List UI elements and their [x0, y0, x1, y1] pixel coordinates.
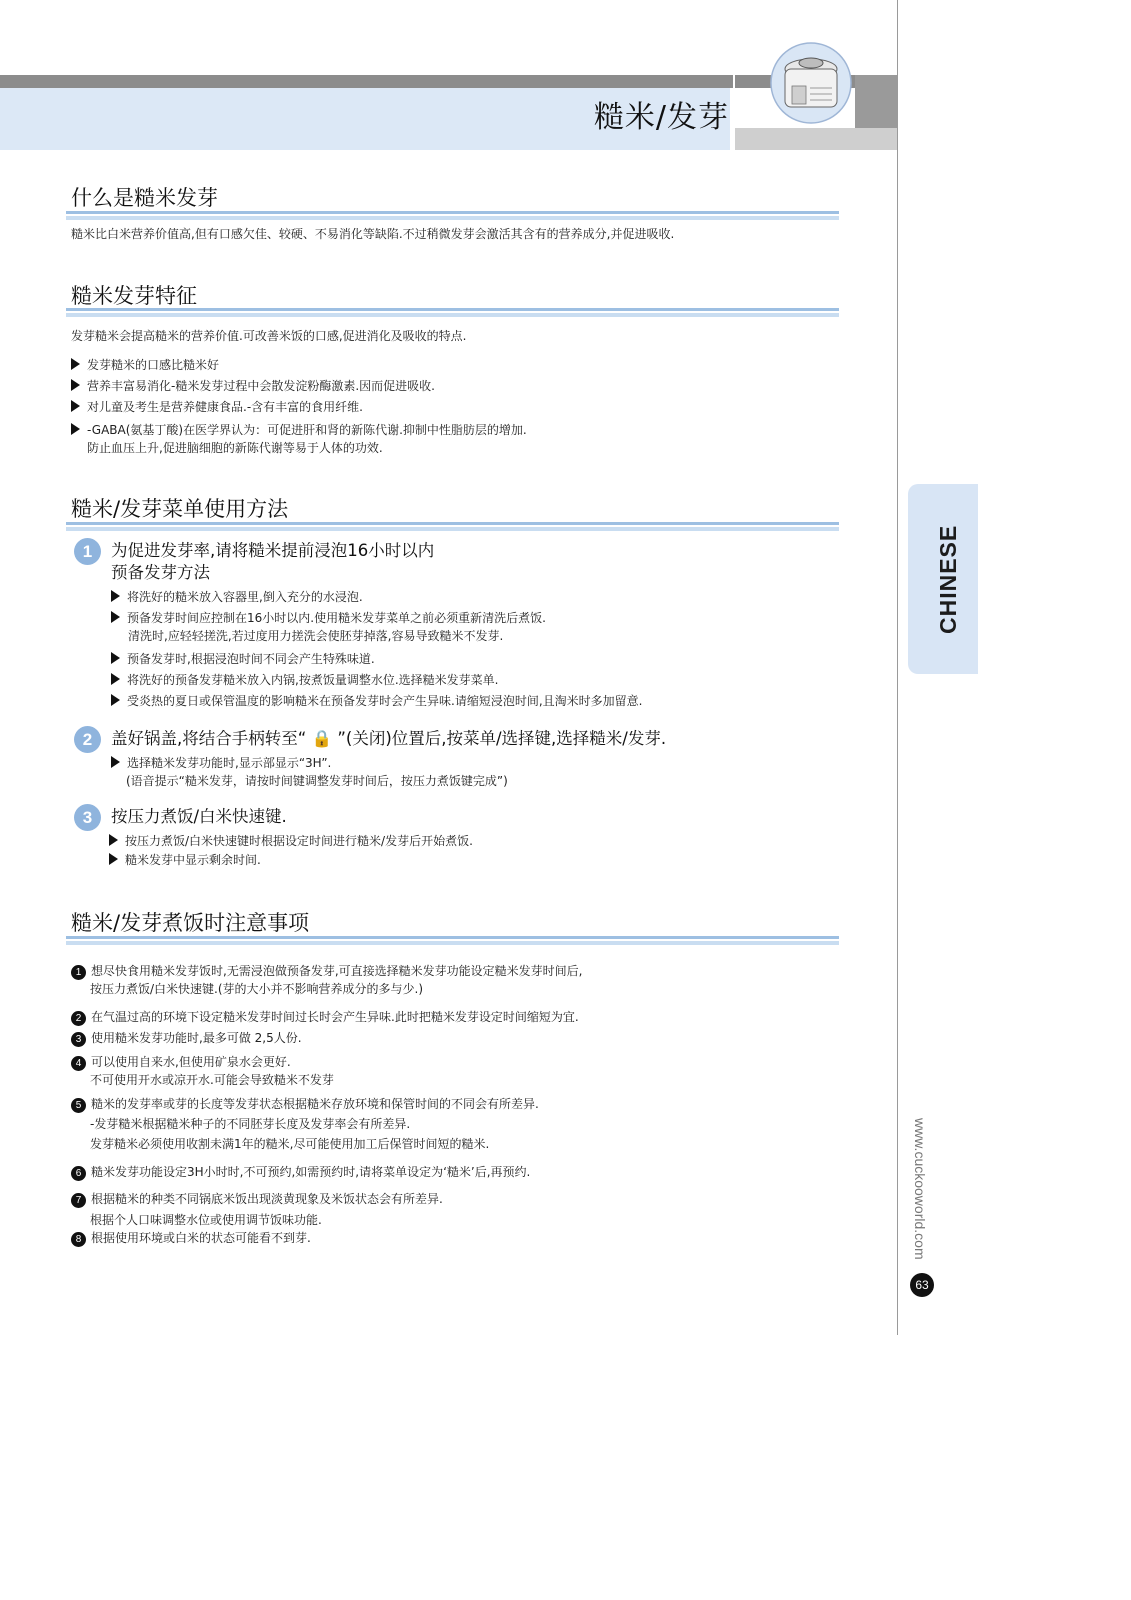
step-number-2: 2 — [74, 726, 101, 753]
language-tab-label: CHINESE — [935, 524, 961, 634]
step1-bullet: 将洗好的糙米放入容器里,倒入充分的水浸泡. — [111, 588, 363, 606]
section-title-what: 什么是糙米发芽 — [71, 186, 218, 210]
step2-bullet: 选择糙米发芽功能时,显示部显示“3H”. — [111, 754, 331, 772]
features-bullet: -GABA(氨基丁酸)在医学界认为：可促进肝和肾的新陈代谢.抑制中性脂肪层的增加. — [71, 421, 527, 439]
bullet-arrow-icon — [71, 423, 80, 435]
caution-item-line: -发芽糙米根据糙米种子的不同胚芽长度及发芽率会有所差异. — [90, 1117, 411, 1131]
section-title-cautions: 糙米/发芽煮饭时注意事项 — [71, 911, 310, 935]
section-title-features: 糙米发芽特征 — [71, 284, 197, 308]
header-divider — [733, 75, 735, 150]
rice-cooker-image — [770, 42, 852, 124]
header-bar-dark — [0, 75, 898, 88]
bullet-arrow-icon — [111, 673, 120, 685]
caution-item: 5 糙米的发芽率或芽的长度等发芽状态根据糙米存放环境和保管时间的不同会有所差异. — [71, 1095, 539, 1113]
section-rule — [66, 308, 839, 317]
section-rule — [66, 522, 839, 531]
caution-item: 4 可以使用自来水,但使用矿泉水会更好. — [71, 1053, 291, 1071]
page-number: 63 — [910, 1273, 934, 1297]
features-bullet: 对儿童及考生是营养健康食品.-含有丰富的食用纤维. — [71, 398, 363, 416]
caution-item-line: 发芽糙米必须使用收割未满1年的糙米,尽可能使用加工后保管时间短的糙米. — [90, 1137, 490, 1151]
header-bar-gray — [733, 128, 898, 150]
step-number-3: 3 — [74, 804, 101, 831]
bullet-arrow-icon — [71, 358, 80, 370]
caution-item: 2 在气温过高的环境下设定糙米发芽时间过长时会产生异味.此时把糙米发芽设定时间缩短为宜. — [71, 1008, 579, 1026]
page-title: 糙米/发芽 — [593, 100, 729, 135]
step3-bullet: 糙米发芽中显示剩余时间. — [109, 851, 261, 869]
section-rule — [66, 936, 839, 945]
caution-item-line: 根据个人口味调整水位或使用调节饭味功能. — [90, 1213, 322, 1227]
caution-item-line: 按压力煮饭/白米快速键.(芽的大小并不影响营养成分的多与少.) — [90, 982, 424, 996]
step3-bullet: 按压力煮饭/白米快速键时根据设定时间进行糙米/发芽后开始煮饭. — [109, 832, 473, 850]
bullet-arrow-icon — [111, 590, 120, 602]
bullet-arrow-icon — [111, 611, 120, 623]
caution-item: 3 使用糙米发芽功能时,最多可做 2,5人份. — [71, 1029, 302, 1047]
bullet-arrow-icon — [71, 379, 80, 391]
bullet-arrow-icon — [109, 853, 118, 865]
features-bullet-continuation: 防止血压上升,促进脑细胞的新陈代谢等易于人体的功效. — [87, 441, 383, 455]
website-url: www.cuckooworld.com — [912, 1118, 928, 1260]
section-rule — [66, 211, 839, 220]
step1-bullet: 受炎热的夏日或保管温度的影响糙米在预备发芽时会产生异味.请缩短浸泡时间,且淘米时多加留意. — [111, 692, 642, 710]
caution-item: 7 根据糙米的种类不同锅底米饭出现淡黄现象及米饭状态会有所差异. — [71, 1190, 443, 1208]
page-right-border — [897, 0, 898, 1335]
features-bullet: 发芽糙米的口感比糙米好 — [71, 356, 219, 374]
step3-title: 按压力煮饭/白米快速键. — [111, 807, 287, 826]
section-body-what: 糙米比白米营养价值高,但有口感欠佳、较硬、不易消化等缺陷.不过稍微发芽会激活其含有的营养成分,并促进吸收. — [71, 227, 675, 241]
features-intro: 发芽糙米会提高糙米的营养价值.可改善米饭的口感,促进消化及吸收的特点. — [71, 329, 467, 343]
caution-item: 1 想尽快食用糙米发芽饭时,无需浸泡做预备发芽,可直接选择糙米发芽功能设定糙米发芽时间后, — [71, 962, 582, 980]
bullet-arrow-icon — [111, 652, 120, 664]
step1-bullet: 将洗好的预备发芽糙米放入内锅,按煮饭量调整水位.选择糙米发芽菜单. — [111, 671, 498, 689]
caution-item: 6 糙米发芽功能设定3H小时时,不可预约,如需预约时,请将菜单设定为‘糙米’后,再预约. — [71, 1163, 530, 1181]
features-bullet: 营养丰富易消化-糙米发芽过程中会散发淀粉酶激素.因而促进吸收. — [71, 377, 435, 395]
caution-item-line: 不可使用开水或凉开水.可能会导致糙米不发芽 — [90, 1073, 334, 1087]
step1-title: 为促进发芽率,请将糙米提前浸泡16小时以内 — [111, 541, 435, 560]
header-block-gray — [855, 75, 898, 128]
bullet-arrow-icon — [71, 400, 80, 412]
bullet-arrow-icon — [109, 834, 118, 846]
caution-item: 8 根据使用环境或白米的状态可能看不到芽. — [71, 1229, 311, 1247]
step1-subtitle: 预备发芽方法 — [111, 563, 210, 582]
step1-bullet-continuation: 清洗时,应轻轻搓洗,若过度用力搓洗会使胚芽掉落,容易导致糙米不发芽. — [128, 629, 504, 643]
step1-bullet: 预备发芽时间应控制在16小时以内.使用糙米发芽菜单之前必须重新清洗后煮饭. — [111, 609, 546, 627]
step1-bullet: 预备发芽时,根据浸泡时间不同会产生特殊味道. — [111, 650, 375, 668]
section-title-usage: 糙米/发芽菜单使用方法 — [71, 497, 289, 521]
step-number-1: 1 — [74, 538, 101, 565]
bullet-arrow-icon — [111, 756, 120, 768]
bullet-arrow-icon — [111, 694, 120, 706]
step2-title: 盖好锅盖,将结合手柄转至“ 🔒 ”(关闭)位置后,按菜单/选择键,选择糙米/发芽. — [111, 729, 667, 748]
step2-voice-note: (语音提示“糙米发芽，请按时间键调整发芽时间后，按压力煮饭键完成”) — [126, 774, 508, 788]
